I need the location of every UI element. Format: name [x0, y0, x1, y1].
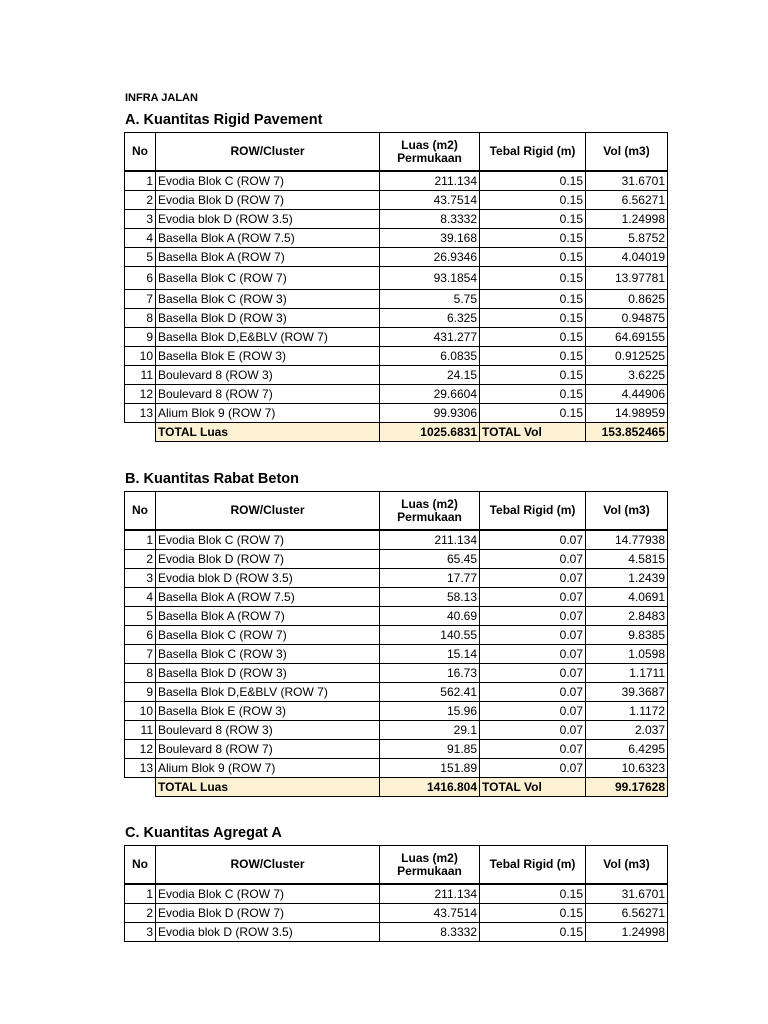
- cell-luas: 211.134: [380, 531, 480, 550]
- cell-vol: 1.1172: [586, 702, 668, 721]
- cell-tebal: 0.15: [480, 347, 586, 366]
- total-vol-label: TOTAL Vol: [480, 778, 586, 797]
- cell-row-cluster: Boulevard 8 (ROW 7): [156, 385, 380, 404]
- cell-tebal: 0.15: [480, 172, 586, 191]
- section-a-title: A. Kuantitas Rigid Pavement: [125, 112, 323, 128]
- cell-vol: 0.8625: [586, 290, 668, 309]
- cell-tebal: 0.07: [480, 531, 586, 550]
- cell-luas: 15.14: [380, 645, 480, 664]
- cell-luas: 40.69: [380, 607, 480, 626]
- cell-tebal: 0.07: [480, 702, 586, 721]
- table-row: [125, 550, 668, 569]
- cell-row-cluster: Boulevard 8 (ROW 7): [156, 740, 380, 759]
- cell-vol: 0.94875: [586, 309, 668, 328]
- cell-tebal: 0.15: [480, 267, 586, 290]
- cell-no: 3: [125, 923, 156, 942]
- cell-luas: 29.1: [380, 721, 480, 740]
- cell-no: 10: [125, 347, 156, 366]
- cell-no: 8: [125, 309, 156, 328]
- cell-no: 2: [125, 191, 156, 210]
- cell-luas: 431.277: [380, 328, 480, 347]
- table-header-row: [125, 492, 668, 530]
- cell-vol: 1.24998: [586, 923, 668, 942]
- cell-vol: 1.24998: [586, 210, 668, 229]
- header-luas-line1: Luas (m2): [401, 850, 458, 865]
- cell-tebal: 0.07: [480, 626, 586, 645]
- cell-tebal: 0.07: [480, 759, 586, 778]
- cell-row-cluster: Basella Blok A (ROW 7.5): [156, 229, 380, 248]
- table-row: [125, 904, 668, 923]
- table-header-row: [125, 846, 668, 884]
- cell-vol: 1.0598: [586, 645, 668, 664]
- cell-no: 11: [125, 366, 156, 385]
- header-luas-line2: Permukaan: [397, 150, 462, 165]
- cell-tebal: 0.15: [480, 904, 586, 923]
- header-luas-line2: Permukaan: [397, 863, 462, 878]
- table-row: [125, 248, 668, 267]
- cell-row-cluster: Alium Blok 9 (ROW 7): [156, 404, 380, 423]
- cell-luas: 151.89: [380, 759, 480, 778]
- cell-row-cluster: Basella Blok C (ROW 3): [156, 645, 380, 664]
- cell-row-cluster: Basella Blok C (ROW 3): [156, 290, 380, 309]
- cell-row-cluster: Evodia Blok C (ROW 7): [156, 885, 380, 904]
- cell-row-cluster: Evodia Blok C (ROW 7): [156, 531, 380, 550]
- cell-row-cluster: Evodia Blok D (ROW 7): [156, 191, 380, 210]
- table-row: [125, 172, 668, 191]
- cell-tebal: 0.07: [480, 645, 586, 664]
- cell-no: 7: [125, 290, 156, 309]
- cell-tebal: 0.15: [480, 290, 586, 309]
- cell-no: 2: [125, 550, 156, 569]
- cell-vol: 4.5815: [586, 550, 668, 569]
- cell-tebal: 0.15: [480, 248, 586, 267]
- cell-vol: 9.8385: [586, 626, 668, 645]
- cell-tebal: 0.07: [480, 607, 586, 626]
- cell-no: 8: [125, 664, 156, 683]
- section-c-title: C. Kuantitas Agregat A: [125, 825, 282, 841]
- cell-row-cluster: Boulevard 8 (ROW 3): [156, 721, 380, 740]
- cell-vol: 2.8483: [586, 607, 668, 626]
- header-row-cluster: ROW/Cluster: [156, 846, 380, 884]
- table-row: [125, 531, 668, 550]
- cell-no: 4: [125, 588, 156, 607]
- cell-row-cluster: Basella Blok D,E&BLV (ROW 7): [156, 683, 380, 702]
- cell-luas: 140.55: [380, 626, 480, 645]
- header-luas: [380, 492, 480, 530]
- header-tebal: Tebal Rigid (m): [480, 846, 586, 884]
- cell-vol: 14.77938: [586, 531, 668, 550]
- cell-vol: 10.6323: [586, 759, 668, 778]
- cell-tebal: 0.15: [480, 309, 586, 328]
- cell-row-cluster: Basella Blok D,E&BLV (ROW 7): [156, 328, 380, 347]
- table-row: [125, 569, 668, 588]
- cell-no: 5: [125, 607, 156, 626]
- cell-luas: 39.168: [380, 229, 480, 248]
- cell-row-cluster: Evodia Blok D (ROW 7): [156, 550, 380, 569]
- total-row: [125, 778, 668, 797]
- cell-row-cluster: Basella Blok A (ROW 7): [156, 248, 380, 267]
- table-row: [125, 721, 668, 740]
- cell-row-cluster: Basella Blok C (ROW 7): [156, 626, 380, 645]
- header-no: No: [125, 133, 156, 171]
- cell-luas: 26.9346: [380, 248, 480, 267]
- table-row: [125, 328, 668, 347]
- header-row-cluster: ROW/Cluster: [156, 133, 380, 171]
- table-row: [125, 404, 668, 423]
- header-vol: Vol (m3): [586, 492, 668, 530]
- cell-no: 12: [125, 740, 156, 759]
- total-vol-value: 99.17628: [586, 778, 668, 797]
- cell-vol: 64.69155: [586, 328, 668, 347]
- cell-luas: 99.9306: [380, 404, 480, 423]
- cell-luas: 211.134: [380, 885, 480, 904]
- cell-no: 10: [125, 702, 156, 721]
- total-luas-value: 1025.6831: [380, 423, 480, 442]
- cell-tebal: 0.07: [480, 740, 586, 759]
- table-row: [125, 385, 668, 404]
- table-row: [125, 267, 668, 290]
- cell-tebal: 0.07: [480, 664, 586, 683]
- cell-vol: 3.6225: [586, 366, 668, 385]
- cell-row-cluster: Basella Blok A (ROW 7): [156, 607, 380, 626]
- cell-no: 1: [125, 885, 156, 904]
- cell-row-cluster: Evodia blok D (ROW 3.5): [156, 923, 380, 942]
- header-luas-line1: Luas (m2): [401, 496, 458, 511]
- cell-no: 13: [125, 759, 156, 778]
- total-luas-label: TOTAL Luas: [156, 778, 380, 797]
- cell-tebal: 0.15: [480, 885, 586, 904]
- header-vol: Vol (m3): [586, 133, 668, 171]
- table-row: [125, 588, 668, 607]
- cell-vol: 31.6701: [586, 172, 668, 191]
- table-row: [125, 366, 668, 385]
- cell-luas: 6.325: [380, 309, 480, 328]
- cell-luas: 29.6604: [380, 385, 480, 404]
- cell-luas: 43.7514: [380, 191, 480, 210]
- cell-row-cluster: Evodia blok D (ROW 3.5): [156, 210, 380, 229]
- cell-row-cluster: Evodia Blok D (ROW 7): [156, 904, 380, 923]
- table-row: [125, 626, 668, 645]
- table-row: [125, 923, 668, 942]
- cell-luas: 43.7514: [380, 904, 480, 923]
- table-row: [125, 607, 668, 626]
- cell-luas: 6.0835: [380, 347, 480, 366]
- cell-no: 9: [125, 683, 156, 702]
- cell-vol: 2.037: [586, 721, 668, 740]
- table-row: [125, 683, 668, 702]
- table-row: [125, 290, 668, 309]
- cell-luas: 211.134: [380, 172, 480, 191]
- cell-no: 6: [125, 626, 156, 645]
- cell-luas: 16.73: [380, 664, 480, 683]
- cell-row-cluster: Basella Blok D (ROW 3): [156, 309, 380, 328]
- cell-luas: 5.75: [380, 290, 480, 309]
- header-no: No: [125, 492, 156, 530]
- cell-row-cluster: Basella Blok C (ROW 7): [156, 267, 380, 290]
- table-row: [125, 645, 668, 664]
- table-row: [125, 664, 668, 683]
- cell-tebal: 0.15: [480, 229, 586, 248]
- cell-vol: 14.98959: [586, 404, 668, 423]
- cell-vol: 6.56271: [586, 904, 668, 923]
- cell-tebal: 0.07: [480, 550, 586, 569]
- header-vol: Vol (m3): [586, 846, 668, 884]
- cell-tebal: 0.15: [480, 923, 586, 942]
- cell-vol: 0.912525: [586, 347, 668, 366]
- cell-row-cluster: Basella Blok A (ROW 7.5): [156, 588, 380, 607]
- cell-vol: 31.6701: [586, 885, 668, 904]
- cell-tebal: 0.07: [480, 569, 586, 588]
- cell-tebal: 0.07: [480, 721, 586, 740]
- cell-luas: 93.1854: [380, 267, 480, 290]
- table-row: [125, 229, 668, 248]
- total-row: [125, 423, 668, 442]
- cell-luas: 91.85: [380, 740, 480, 759]
- cell-no: 1: [125, 531, 156, 550]
- cell-luas: 8.3332: [380, 210, 480, 229]
- cell-tebal: 0.15: [480, 404, 586, 423]
- cell-tebal: 0.15: [480, 366, 586, 385]
- header-luas-line1: Luas (m2): [401, 137, 458, 152]
- cell-vol: 6.4295: [586, 740, 668, 759]
- cell-tebal: 0.15: [480, 210, 586, 229]
- cell-vol: 13.97781: [586, 267, 668, 290]
- total-vol-label: TOTAL Vol: [480, 423, 586, 442]
- table-row: [125, 759, 668, 778]
- cell-vol: 4.0691: [586, 588, 668, 607]
- cell-luas: 65.45: [380, 550, 480, 569]
- document-title: INFRA JALAN: [125, 92, 198, 104]
- header-tebal: Tebal Rigid (m): [480, 133, 586, 171]
- cell-luas: 24.15: [380, 366, 480, 385]
- table-row: [125, 210, 668, 229]
- total-luas-label: TOTAL Luas: [156, 423, 380, 442]
- cell-tebal: 0.15: [480, 328, 586, 347]
- cell-no: 9: [125, 328, 156, 347]
- cell-luas: 58.13: [380, 588, 480, 607]
- cell-vol: 1.2439: [586, 569, 668, 588]
- cell-no: 6: [125, 267, 156, 290]
- table-row: [125, 191, 668, 210]
- header-row-cluster: ROW/Cluster: [156, 492, 380, 530]
- cell-no: 12: [125, 385, 156, 404]
- section-b-title: B. Kuantitas Rabat Beton: [125, 471, 300, 487]
- table-row: [125, 702, 668, 721]
- cell-luas: 15.96: [380, 702, 480, 721]
- cell-tebal: 0.15: [480, 191, 586, 210]
- table-row: [125, 309, 668, 328]
- cell-no: 2: [125, 904, 156, 923]
- table-header-row: [125, 133, 668, 171]
- agregat-a-table: [124, 845, 668, 942]
- cell-row-cluster: Boulevard 8 (ROW 3): [156, 366, 380, 385]
- rigid-pavement-table: [124, 132, 668, 442]
- cell-no: 1: [125, 172, 156, 191]
- cell-vol: 4.44906: [586, 385, 668, 404]
- cell-row-cluster: Evodia Blok C (ROW 7): [156, 172, 380, 191]
- table-row: [125, 740, 668, 759]
- cell-vol: 6.56271: [586, 191, 668, 210]
- cell-vol: 1.1711: [586, 664, 668, 683]
- cell-row-cluster: Basella Blok D (ROW 3): [156, 664, 380, 683]
- header-luas-line2: Permukaan: [397, 509, 462, 524]
- total-luas-value: 1416.804: [380, 778, 480, 797]
- cell-row-cluster: Basella Blok E (ROW 3): [156, 702, 380, 721]
- cell-tebal: 0.07: [480, 588, 586, 607]
- header-luas: [380, 846, 480, 884]
- cell-no: 5: [125, 248, 156, 267]
- cell-no: 4: [125, 229, 156, 248]
- rabat-beton-table: [124, 491, 668, 797]
- cell-tebal: 0.07: [480, 683, 586, 702]
- header-tebal: Tebal Rigid (m): [480, 492, 586, 530]
- cell-no: 13: [125, 404, 156, 423]
- cell-vol: 5.8752: [586, 229, 668, 248]
- cell-row-cluster: Alium Blok 9 (ROW 7): [156, 759, 380, 778]
- cell-tebal: 0.15: [480, 385, 586, 404]
- cell-vol: 4.04019: [586, 248, 668, 267]
- cell-no: 7: [125, 645, 156, 664]
- total-vol-value: 153.852465: [586, 423, 668, 442]
- cell-luas: 17.77: [380, 569, 480, 588]
- cell-vol: 39.3687: [586, 683, 668, 702]
- table-row: [125, 347, 668, 366]
- cell-luas: 562.41: [380, 683, 480, 702]
- cell-no: 3: [125, 210, 156, 229]
- table-row: [125, 885, 668, 904]
- cell-no: 11: [125, 721, 156, 740]
- header-no: No: [125, 846, 156, 884]
- cell-row-cluster: Evodia blok D (ROW 3.5): [156, 569, 380, 588]
- cell-luas: 8.3332: [380, 923, 480, 942]
- cell-row-cluster: Basella Blok E (ROW 3): [156, 347, 380, 366]
- header-luas: [380, 133, 480, 171]
- cell-no: 3: [125, 569, 156, 588]
